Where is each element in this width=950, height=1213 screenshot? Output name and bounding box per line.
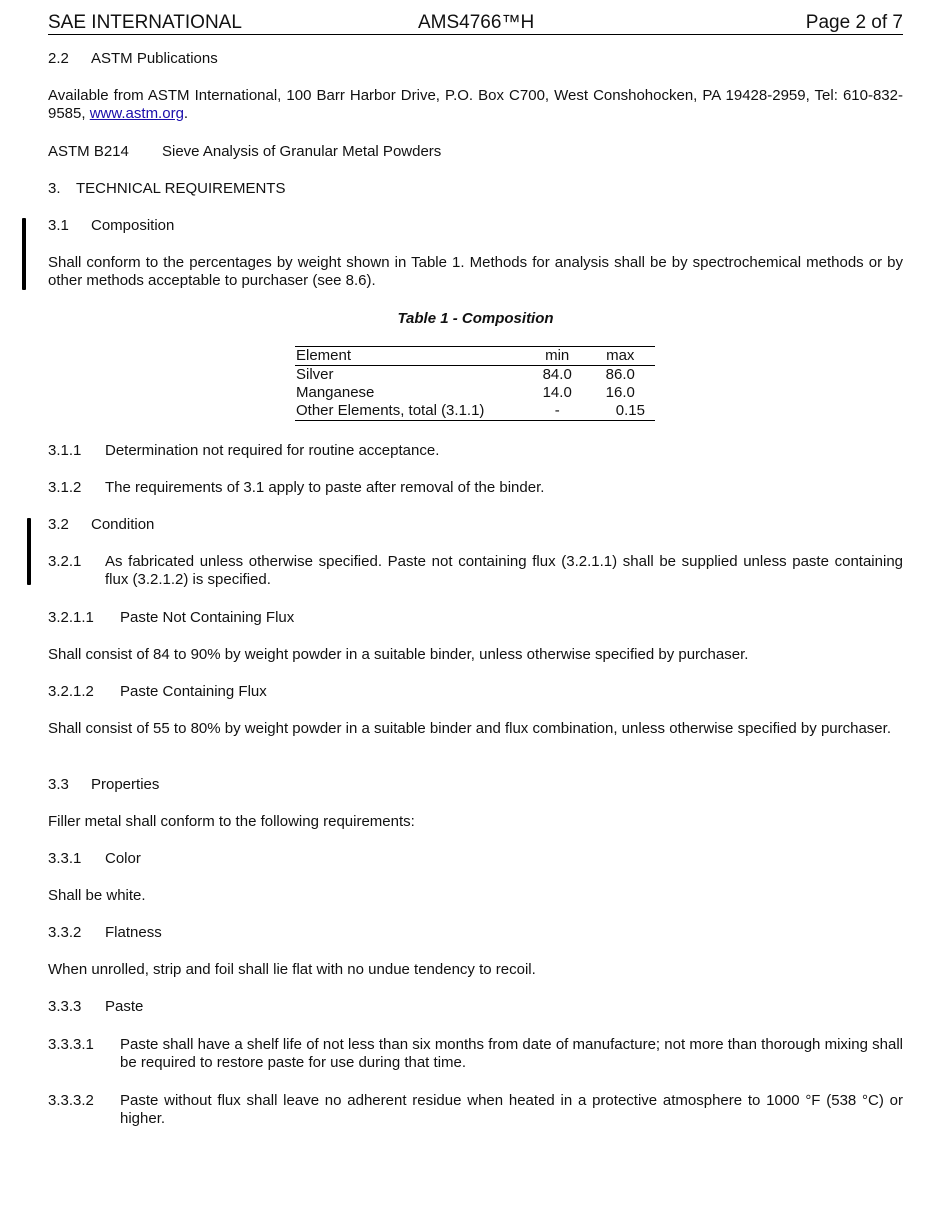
table-row [295, 366, 655, 385]
reference-astm-b214 [48, 143, 441, 161]
revision-bar [27, 518, 31, 585]
clause-3-1-1 [48, 442, 439, 460]
header-doc-id: AMS4766™H [418, 12, 535, 33]
section-number: 3.3.1 [48, 850, 82, 867]
element-name: Other Elements, total (3.1.1) [296, 402, 485, 419]
reference-code: ASTM B214 [48, 143, 129, 160]
min-value: 14.0 [542, 384, 572, 401]
astm-availability-text: Available from ASTM International, 100 Barr Harbor Drive, P.O. Box C700, West Conshohocken, PA 19428-2959, Tel: 610-832-9585, [48, 87, 903, 122]
max-value: 0.15 [615, 402, 645, 419]
section-heading-3 [48, 180, 285, 198]
revision-bar [22, 218, 26, 290]
sentence-end: . [183, 105, 189, 122]
table-row [295, 384, 655, 402]
clause-3-2-1-text: As fabricated unless otherwise specified. Paste not containing flux (3.2.1.1) shall be supplied unless paste containing flux (3.2.1.2) is specified. [105, 553, 903, 588]
section-title: Paste Not Containing Flux [120, 609, 295, 626]
reference-title: Sieve Analysis of Granular Metal Powders [162, 143, 442, 160]
astm-website-link[interactable]: www.astm.org [89, 105, 184, 122]
section-number: 3.3.3 [48, 998, 82, 1015]
column-header-min: min [529, 347, 586, 366]
color-paragraph: Shall be white. [48, 887, 146, 904]
clause-3-3-3-1-text: Paste shall have a shelf life of not less than six months from date of manufacture; not more than thorough mixing shall be required to restore paste for use during that time. [120, 1036, 903, 1071]
section-number: 3.2.1.1 [48, 609, 94, 626]
element-name: Manganese [296, 384, 375, 401]
min-value: 84.0 [542, 366, 572, 383]
composition-paragraph: Shall conform to the percentages by weight shown in Table 1. Methods for analysis shall be by spectrochemical methods or by other methods acceptable to purchaser (see 8.6). [48, 254, 903, 289]
max-value: 16.0 [605, 384, 635, 401]
clause-text: The requirements of 3.1 apply to paste after removal of the binder. [105, 479, 545, 496]
section-number: 3.2.1.2 [48, 683, 94, 700]
min-value: - [554, 402, 560, 419]
header-org: SAE INTERNATIONAL [48, 12, 242, 33]
section-number: 3.2 [48, 516, 69, 533]
clause-3-1-2 [48, 479, 544, 497]
section-title: Paste [105, 998, 144, 1015]
astm-availability-paragraph [48, 87, 903, 123]
clause-3-3-3-2-text: Paste without flux shall leave no adherent residue when heated in a protective atmosphere to 1000 °F (538 °C) or higher. [120, 1092, 903, 1127]
section-number: 3.1 [48, 217, 69, 234]
section-number: 3.3.2 [48, 924, 82, 941]
column-header-element: Element [295, 347, 529, 366]
flatness-paragraph: When unrolled, strip and foil shall lie flat with no undue tendency to recoil. [48, 961, 536, 978]
section-title: Composition [91, 217, 175, 234]
section-number: 3.3 [48, 776, 69, 793]
section-heading-3-2 [48, 516, 154, 534]
clause-number: 3.1.1 [48, 442, 82, 459]
section-heading-3-1 [48, 217, 174, 235]
composition-table [295, 346, 655, 421]
section-heading-3-2-1-1 [48, 609, 294, 627]
section-heading-3-3-2 [48, 924, 162, 942]
column-header-max: max [586, 347, 655, 366]
table-row [295, 402, 655, 421]
max-value: 86.0 [605, 366, 635, 383]
page-header [48, 12, 903, 35]
clause-3-3-3-2-number: 3.3.3.2 [48, 1092, 94, 1109]
section-heading-3-3-3 [48, 998, 143, 1016]
section-title: Flatness [105, 924, 162, 941]
clause-text: Determination not required for routine acceptance. [105, 442, 440, 459]
table-header-row [295, 347, 655, 366]
element-name: Silver [296, 366, 334, 383]
properties-paragraph: Filler metal shall conform to the following requirements: [48, 813, 415, 830]
clause-3-2-1-number: 3.2.1 [48, 553, 82, 570]
section-title: Paste Containing Flux [120, 683, 267, 700]
section-number: 2.2 [48, 50, 69, 67]
section-heading-3-3-1 [48, 850, 141, 868]
paste-no-flux-paragraph: Shall consist of 84 to 90% by weight powder in a suitable binder, unless otherwise specified by purchaser. [48, 646, 749, 663]
table-caption: Table 1 - Composition [397, 310, 554, 327]
section-title: TECHNICAL REQUIREMENTS [76, 180, 286, 197]
section-heading-3-3 [48, 776, 159, 794]
header-page-number: Page 2 of 7 [805, 12, 903, 33]
clause-3-3-3-1-number: 3.3.3.1 [48, 1036, 94, 1053]
section-heading-3-2-1-2 [48, 683, 267, 701]
section-title: Condition [91, 516, 155, 533]
section-title: Properties [91, 776, 160, 793]
section-title: ASTM Publications [91, 50, 218, 67]
section-number: 3. [48, 180, 61, 197]
paste-flux-paragraph: Shall consist of 55 to 80% by weight powder in a suitable binder and flux combination, unless otherwise specified by purchaser. [48, 720, 891, 737]
clause-number: 3.1.2 [48, 479, 82, 496]
section-title: Color [105, 850, 141, 867]
section-heading-2-2 [48, 50, 218, 68]
